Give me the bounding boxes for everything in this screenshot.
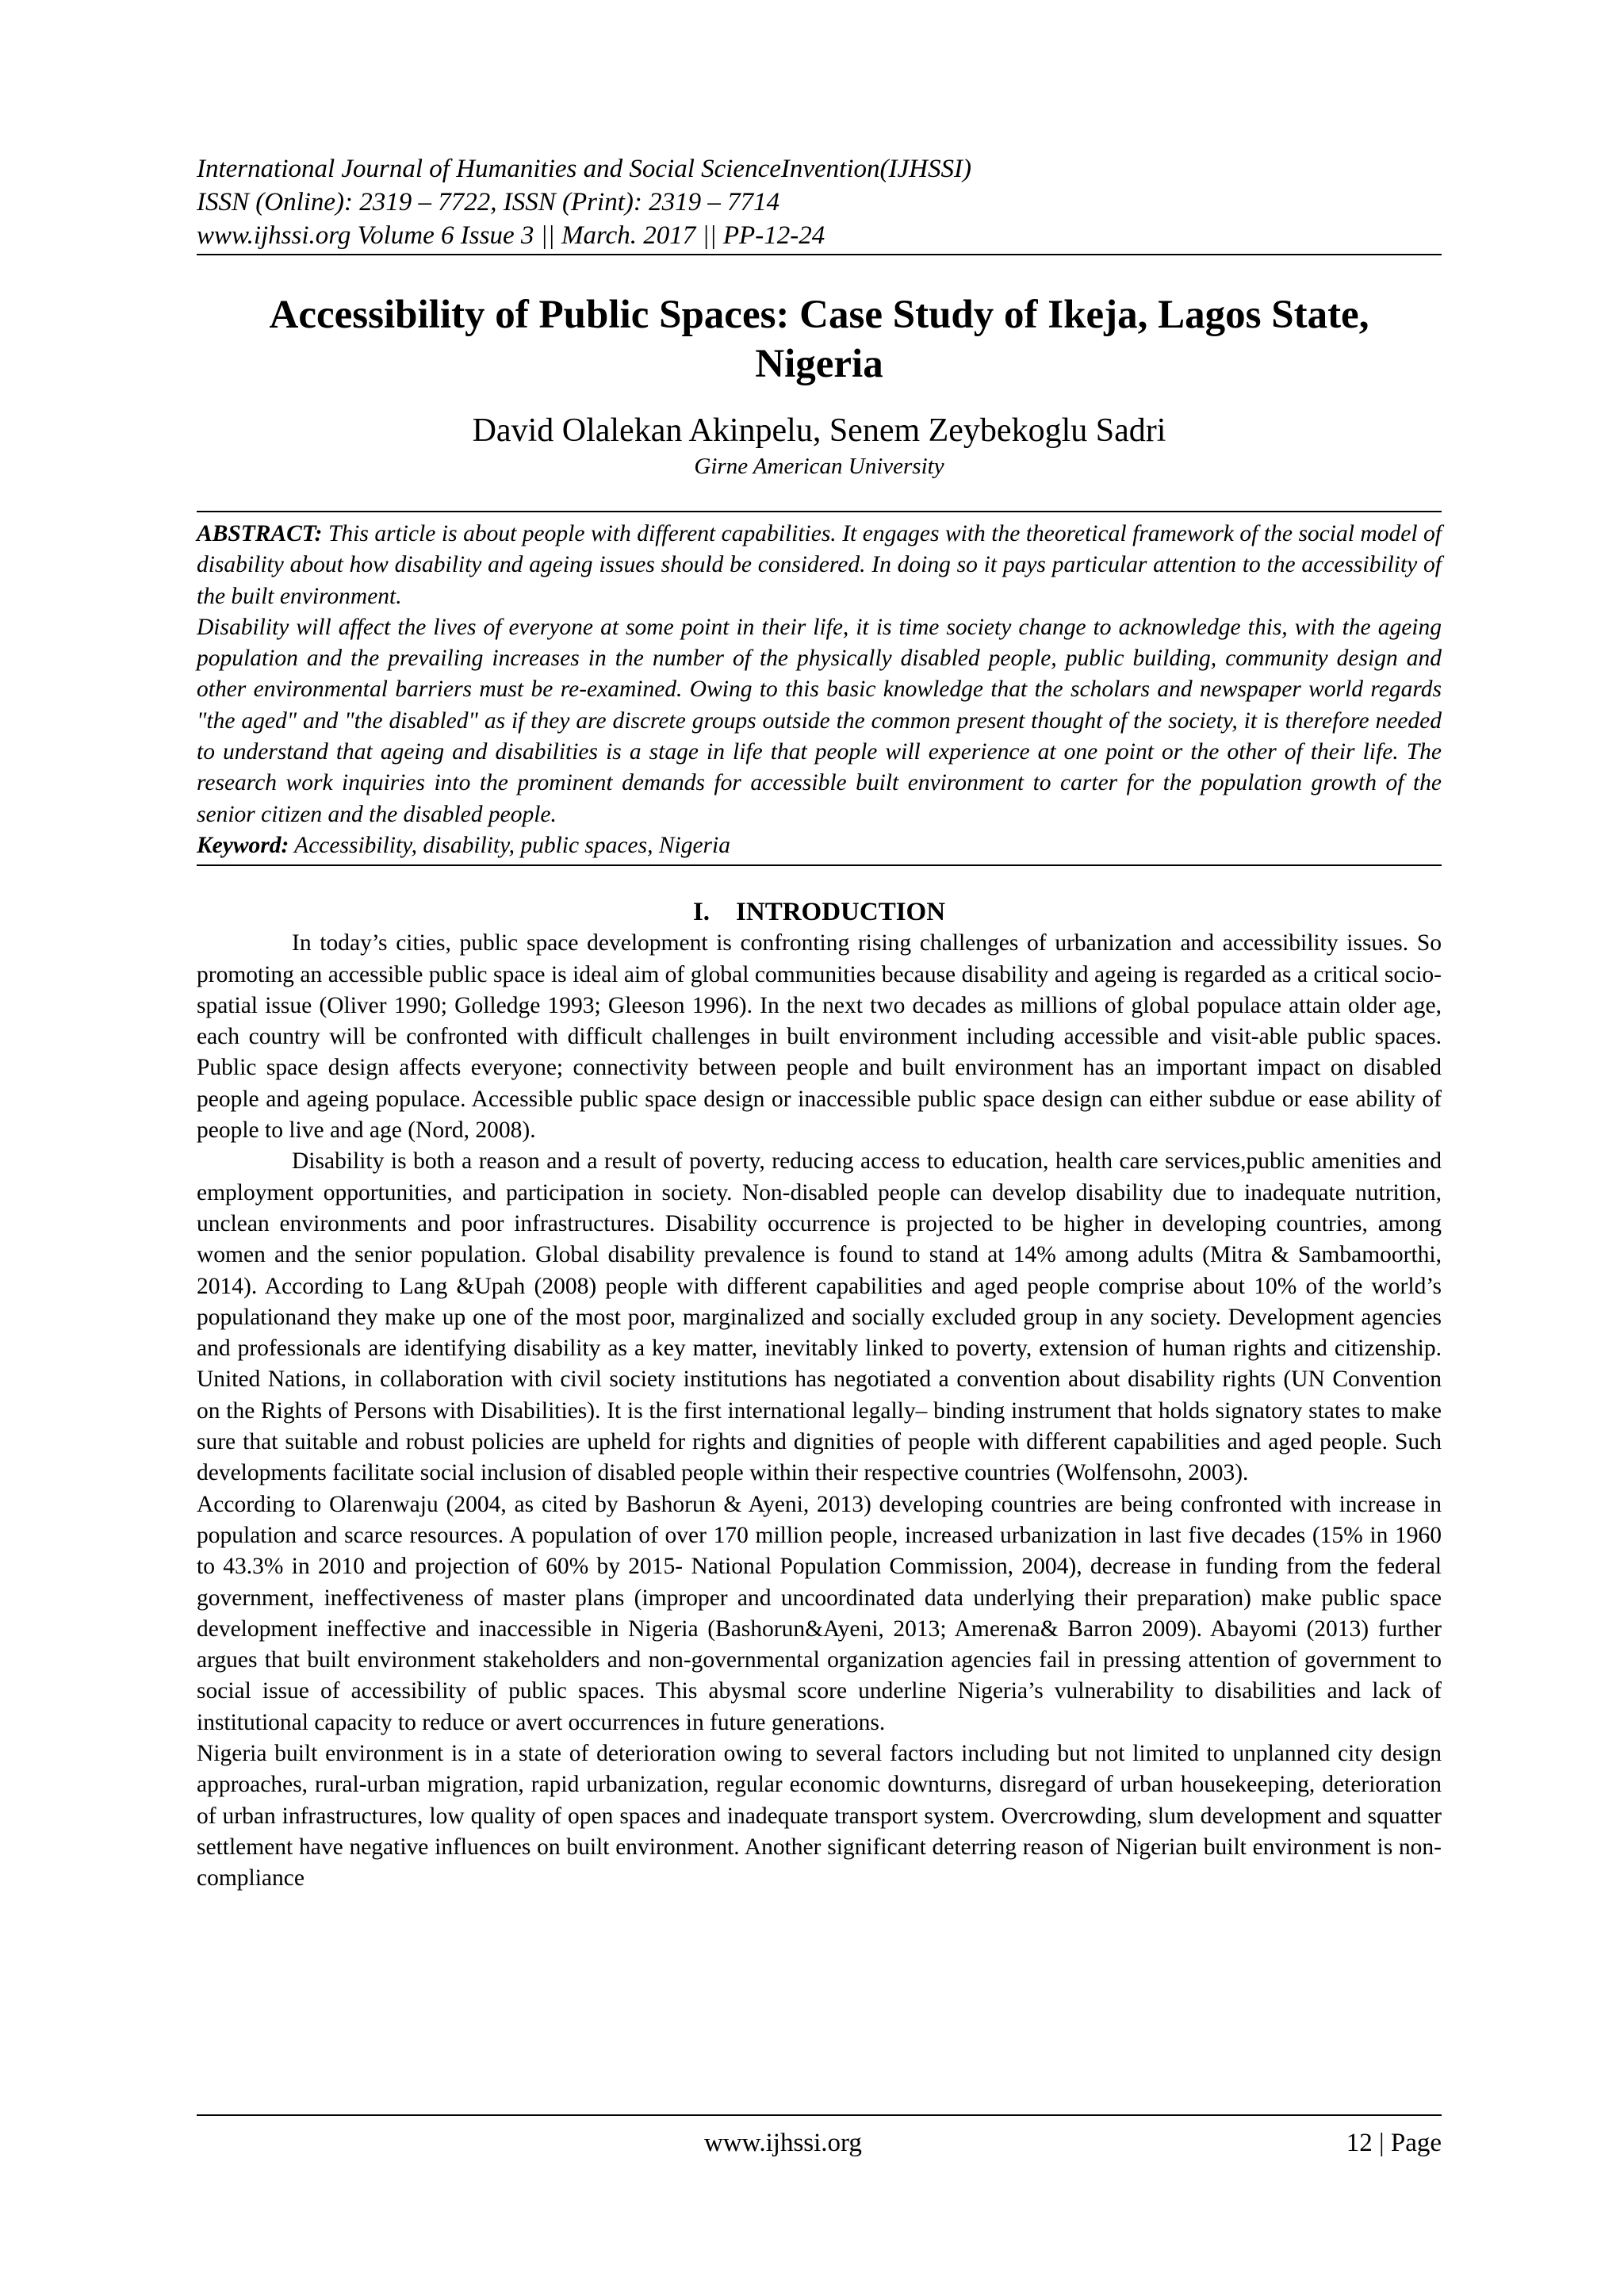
paper-title-line-2: Nigeria [755,342,883,386]
abstract-text-1: This article is about people with different capabilities. It engages with the theoretical framework of the social model of disability about how disability and ageing issues should be considered. In doing so it pays particular attention to the accessibility of the built environment. [197,521,1442,609]
paper-title-line-1: Accessibility of Public Spaces: Case Study of Ikeja, Lagos State, [269,293,1369,337]
section-heading: I. INTRODUCTION [692,898,946,927]
journal-header [197,152,1442,255]
abstract-paragraph-1 [197,519,1442,612]
page-footer [197,2114,1442,2157]
keywords-label: Keyword: [197,832,289,858]
keywords [197,830,1442,861]
intro-paragraph-2: Disability is both a reason and a result of poverty, reducing access to education, health care services,public amenities and employment opportunities, and participation in society. Non-disabled people can develop disability due to inadequate nutrition, unclean environments and poor infrastructures. Disability occurrence is projected to be higher in developing countries, among women and the senior population. Global disability prevalence is found to stand at 14% among adults (Mitra & Sambamoorthi, 2014). According to Lang &Upah (2008) people with different capabilities and aged people comprise about 10% of the world’s populationand they make up one of the most poor, marginalized and socially excluded group in any society. Development agencies and professionals are identifying disability as a key matter, inevitably linked to poverty, extension of human rights and citizenship. United Nations, in collaboration with civil society institutions has negotiated a convention about disability rights (UN Convention on the Rights of Persons with Disabilities). It is the first international legally– binding instrument that holds signatory states to make sure that suitable and robust policies are upheld for rights and dignities of people with different capabilities and aged people. Such developments facilitate social inclusion of disabled people within their respective countries (Wolfensohn, 2003). [197,1148,1442,1486]
affiliation: Girne American University [694,454,944,479]
intro-paragraph-3: According to Olarenwaju (2004, as cited by Bashorun & Ayeni, 2013) developing countries are being confronted with increase in population and scarce resources. A population of over 170 million people, increased urbanization in last five decades (15% in 1960 to 43.3% in 2010 and projection of 60% by 2015- National Population Commission, 2004), decrease in funding from the federal government, ineffectiveness of master plans (improper and uncoordinated data underlying their preparation) make public space development ineffective and inaccessible in Nigeria (Bashorun&Ayeni, 2013; Amerena& Barron 2009). Abayomi (2013) further argues that built environment stakeholders and non-governmental organization agencies fail in pressing attention of government to social issue of accessibility of public spaces. This abysmal score underline Nigeria’s vulnerability to disabilities and lack of institutional capacity to reduce or avert occurrences in future generations. [197,1491,1442,1735]
journal-volume: www.ijhssi.org Volume 6 Issue 3 || March. 2017 || PP-12-24 [197,221,825,250]
keywords-text: Accessibility, disability, public spaces, Nigeria [289,832,730,858]
footer-page-number: 12 | Page [1346,2129,1442,2157]
authors: David Olalekan Akinpelu, Senem Zeybekoglu Sadri [472,412,1166,449]
intro-paragraph-4: Nigeria built environment is in a state of deterioration owing to several factors including but not limited to unplanned city design approaches, rural-urban migration, rapid urbanization, regular economic downturns, disregard of urban housekeeping, deterioration of urban infrastructures, low quality of open spaces and inadequate transport system. Overcrowding, slum development and squatter settlement have negative influences on built environment. Another significant deterring reason of Nigerian built environment is non-compliance [197,1740,1442,1892]
journal-name: International Journal of Humanities and Social ScienceInvention(IJHSSI) [197,155,971,183]
journal-issn: ISSN (Online): 2319 – 7722, ISSN (Print): 2319 – 7714 [197,188,780,217]
abstract-paragraph-2: Disability will affect the lives of everyone at some point in their life, it is time society change to acknowledge this, with the ageing population and the prevailing increases in the number of the physically disabled people, public building, community design and other environmental barriers must be re-examined. Owing to this basic knowledge that the scholars and newspaper world regards "the aged" and "the disabled" as if they are discrete groups outside the common present thought of the society, it is therefore needed to understand that ageing and disabilities is a stage in life that people will experience at one point or the other of their life. The research work inquiries into the prominent demands for accessible built environment to carter for the population growth of the senior citizen and the disabled people. [197,614,1442,827]
intro-paragraph-1: In today’s cities, public space development is confronting rising challenges of urbanization and accessibility issues. So promoting an accessible public space is ideal aim of global communities because disability and ageing is regarded as a critical socio-spatial issue (Oliver 1990; Golledge 1993; Gleeson 1996). In the next two decades as millions of global populace attain older age, each country will be confronted with difficult challenges in built environment including accessible and visit-able public spaces. Public space design affects everyone; connectivity between people and built environment has an important impact on disabled people and ageing populace. Accessible public space design or inaccessible public space design can either subdue or ease ability of people to live and age (Nord, 2008). [197,930,1442,1144]
abstract [197,511,1442,866]
introduction-body [197,928,1442,1894]
paper-title [197,290,1442,389]
page [197,152,1442,1894]
footer-website: www.ijhssi.org [704,2129,862,2157]
abstract-label: ABSTRACT: [197,521,323,546]
